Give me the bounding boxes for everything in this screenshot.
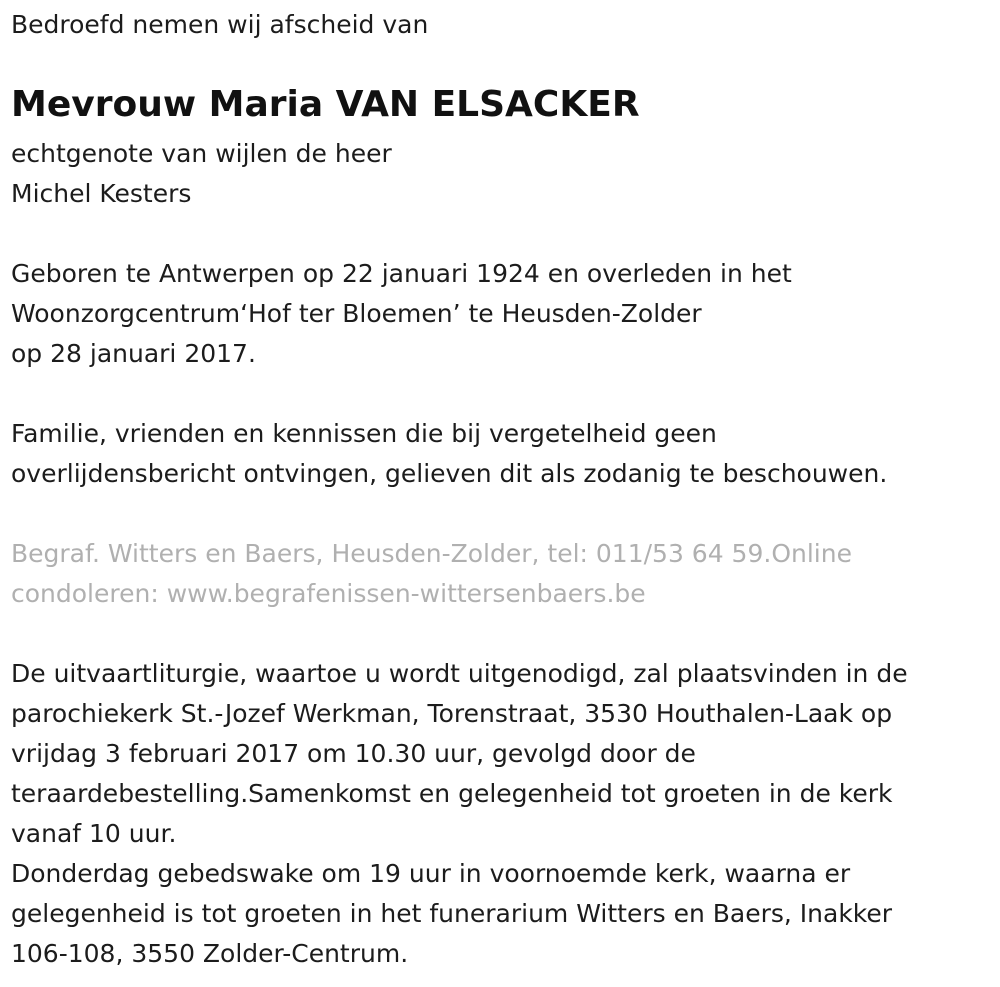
birth-death-line: Geboren te Antwerpen op 22 januari 1924 en overleden in het — [11, 259, 792, 288]
deceased-name: Mevrouw Maria VAN ELSACKER — [11, 84, 640, 125]
ceremony-line: vanaf 10 uur. — [11, 819, 177, 848]
notice-line: Familie, vrienden en kennissen die bij vergetelheid geen — [11, 419, 717, 448]
funeral-home-line: Begraf. Witters en Baers, Heusden-Zolder, tel: 011/53 64 59.Online — [11, 539, 852, 568]
intro-text: Bedroefd nemen wij afscheid van — [11, 10, 429, 39]
ceremony-line: vrijdag 3 februari 2017 om 10.30 uur, gevolgd door de — [11, 739, 696, 768]
funeral-home-line: condoleren: www.begrafenissen-wittersenbaers.be — [11, 579, 646, 608]
wake-line: gelegenheid is tot groeten in het funerarium Witters en Baers, Inakker — [11, 899, 893, 928]
spouse-line: Michel Kesters — [11, 179, 192, 208]
notice-line: overlijdensbericht ontvingen, gelieven dit als zodanig te beschouwen. — [11, 459, 888, 488]
ceremony-line: parochiekerk St.-Jozef Werkman, Torenstraat, 3530 Houthalen-Laak op — [11, 699, 893, 728]
birth-death-line: op 28 januari 2017. — [11, 339, 256, 368]
birth-death-line: Woonzorgcentrum‘Hof ter Bloemen’ te Heusden-Zolder — [11, 299, 702, 328]
spouse-line: echtgenote van wijlen de heer — [11, 139, 392, 168]
wake-line: Donderdag gebedswake om 19 uur in voornoemde kerk, waarna er — [11, 859, 851, 888]
ceremony-line: teraardebestelling.Samenkomst en gelegenheid tot groeten in de kerk — [11, 779, 893, 808]
ceremony-line: De uitvaartliturgie, waartoe u wordt uitgenodigd, zal plaatsvinden in de — [11, 659, 908, 688]
wake-line: 106-108, 3550 Zolder-Centrum. — [11, 939, 409, 968]
